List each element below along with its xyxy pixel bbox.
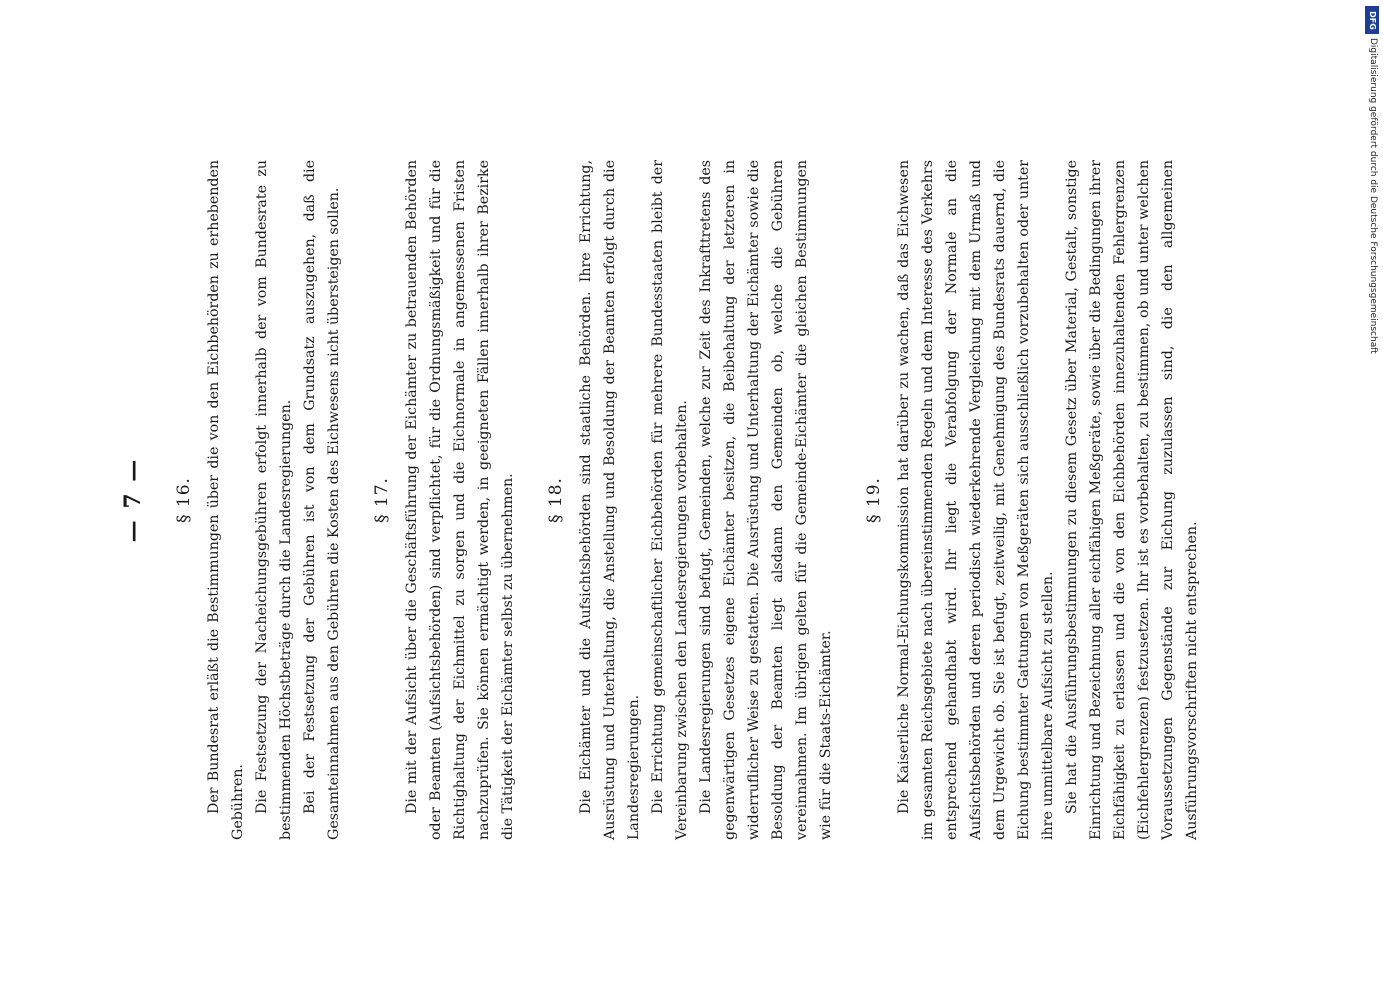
paragraph: Die Kaiserliche Normal-Eichungskommission hat darüber zu wachen, daß das Eichwesen im gesamten Reichsgebiete nach übereinstimmenden Regeln und dem Interesse des Verkehrs entsprechend gehandhabt wird. Ihr liegt die Verabfolgung der Normale an die Aufsichtsbehörden und deren periodisch wiederkehrende Vergleichung mit dem Urmaß und dem Urgewicht ob. Sie ist befugt, zeitweilig, mit Genehmigung des Bundesrats dauernd, die Eichung bestimmter Gattungen von Meßgeräten sich ausschließlich vorzubehalten oder unter ihre unmittelbare Aufsicht zu stellen. <box>896 160 1056 840</box>
paragraph: Die Eichämter und die Aufsichtsbehörden sind staatliche Behörden. Ihre Errichtung, Ausrüstung und Unterhaltung, die Anstellung und Besoldung der Beamten erfolgt durch die Landesregierungen. <box>578 160 642 840</box>
section-18 <box>546 160 838 840</box>
dfg-funding-notice <box>1363 6 1379 406</box>
page-number: — 7 — <box>120 457 146 543</box>
section-heading: § 19. <box>864 477 884 523</box>
paragraph: Sie hat die Ausführungsbestimmungen zu diesem Gesetz über Material, Gestalt, sonstige Einrichtung und Bezeichnung aller eichfähigen Meßgeräte, sowie über die Bedingungen ihrer Eichfähigkeit zu erlassen und die von den Eichbehörden innezuhaltenden Fehlergrenzen (Eichfehlergrenzen) festzusetzen. Ihr ist es vorbehalten, zu bestimmen, ob und unter welchen Voraussetzungen Gegenstände zur Eichung zuzulassen sind, die den allgemeinen Ausführungsvorschriften nicht entsprechen. <box>1064 160 1200 840</box>
paragraph: Die Errichtung gemeinschaftlicher Eichbehörden für mehrere Bundesstaaten bleibt der Vereinbarung zwischen den Landesregierungen vorbehalten. <box>650 160 690 840</box>
rotated-document-page <box>120 160 1250 840</box>
section-16 <box>174 160 346 840</box>
section-heading: § 18. <box>546 477 566 523</box>
section-19 <box>864 160 1204 840</box>
page-body <box>120 160 1250 840</box>
paragraph: Bei der Festsetzung der Gebühren ist von dem Grundsatz auszugehen, daß die Gesamteinnahmen aus den Gebühren die Kosten des Eichwesens nicht übersteigen sollen. <box>302 160 342 840</box>
dfg-notice-text-container <box>1365 38 1379 408</box>
paragraph: Der Bundesrat erläßt die Bestimmungen über die von den Eichbehörden zu erhebenden Gebühren. <box>206 160 246 840</box>
section-17 <box>372 160 520 840</box>
paragraph: Die Landesregierungen sind befugt, Gemeinden, welche zur Zeit des Inkrafttretens des gegenwärtigen Gesetzes eigene Eichämter besitzen, die Beibehaltung der letzteren in widerruflicher Weise zu gestatten. Die Ausrüstung und Unterhaltung der Eichämter sowie die Besoldung der Beamten liegt alsdann den Gemeinden ob, welche die Gebühren vereinnahmen. Im übrigen gelten für die Gemeinde-Eichämter die gleichen Bestimmungen wie für die Staats-Eichämter. <box>698 160 834 840</box>
section-heading: § 17. <box>372 477 392 523</box>
paragraph: Die mit der Aufsicht über die Geschäftsführung der Eichämter zu betrauenden Behörden oder Beamten (Aufsichtsbehörden) sind verpflichtet, für die Ordnungsmäßigkeit und für die Richtighaltung der Eichmittel zu sorgen und die Eichnormale in angemessenen Fristen nachzuprüfen. Sie können ermächtigt werden, in geeigneten Fällen innerhalb ihrer Bezirke die Tätigkeit der Eichämter selbst zu übernehmen. <box>404 160 516 840</box>
dfg-logo-text: DFG <box>1367 10 1377 30</box>
dfg-notice-text: Digitalisierung gefördert durch die Deutsche Forschungsgemeinschaft <box>1368 38 1378 354</box>
dfg-logo <box>1365 6 1379 34</box>
section-heading: § 16. <box>174 477 194 523</box>
paragraph: Die Festsetzung der Nacheichungsgebühren erfolgt innerhalb der vom Bundesrate zu bestimmenden Höchstbeträge durch die Landesregierungen. <box>254 160 294 840</box>
